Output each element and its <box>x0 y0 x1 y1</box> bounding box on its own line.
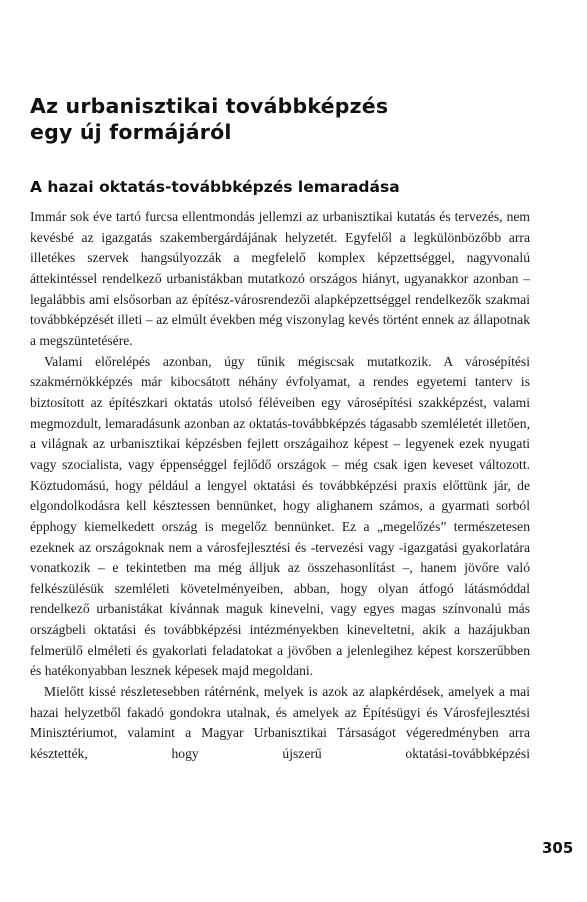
article-title-line-2: egy új formájáról <box>30 120 232 144</box>
paragraph-1: Immár sok éve tartó furcsa ellentmondás jellemzi az urbanisztikai kutatás és tervezés, nem kevésbé az igazgatás szakembergárdájának helyzetét. Egyfelől a legkülönbözőbb arra illetékes szervek hangsúlyozzák a megfelelő komplex képzettséggel, nagyvonalú áttekintéssel rendelkező urbanistákban mutatkozó országos hiányt, ugyanakkor azonban – legalábbis ami elsősorban az építész-városrendezői alapképzettséggel rendelkezők szakmai továbbképzését illeti – az elmúlt években még viszonylag kevés történt ennek az állapotnak a megszüntetésére. <box>30 209 530 348</box>
paragraph-3: Mielőtt kissé részletesebben rátérnénk, melyek is azok az alapkérdések, amelyek a mai hazai helyzetből fakadó gondokra utalnak, és amelyek az Építésügyi és Városfejlesztési Minisztériumot, valamint a Magyar Urbanisztikai Társaságot végeredményben arra késztették, hogy újszerű oktatási-továbbképzési <box>30 684 530 762</box>
section-heading: A hazai oktatás-továbbképzés lemaradása <box>30 178 400 196</box>
article-title-line-1: Az urbanisztikai továbbképzés <box>30 94 389 118</box>
article-title <box>30 93 550 145</box>
paragraph-2: Valami előrelépés azonban, úgy tűnik mégiscsak mutatkozik. A városépítési szakmérnökképzés már kibocsátott néhány évfolyamat, a rendes egyetemi tanterv is biztosított az építészkari oktatás utolsó féléveiben egy városépítési szakképzést, valami megmozdult, lemaradásunk azonban az oktatás-továbbképzés tágasabb szemléletét illetően, a világnak az urbanisztikai képzésben fejlett országaihoz képest – legyenek ezek nyugati vagy szocialista, vagy éppenséggel fejlődő országok – még csak igen keveset változott. Köztudomású, hogy például a lengyel oktatási és továbbképzési praxis előttünk jár, de elgondolkodásra kell késztessen bennünket, hogy alighanem számos, a gyarmati sorból épphogy kiemelkedett ország is megelőz bennünket. Ez a „megelőzés” természetesen ezeknek az országoknak nem a városfejlesztési és -tervezési vagy -igazgatási gyakorlatára vonatkozik – e tekintetben ma még álljuk az összehasonlítást –, hanem jövőre való felkészülésük szemléleti követelményeiben, abban, hogy olyan átfogó látásmóddal rendelkező urbanistákat kívánnak maguk kinevelni, vagy egyes magas színvonalú más országbeli oktatási és továbbképzési intézményekben kineveltetni, akik a hazájukban felmerülő elméleti és gyakorlati feladatokat a jövőben a jelenlegihez képest korszerűbben és hatékonyabban lesznek képesek majd megoldani. <box>30 353 530 679</box>
article-body <box>30 207 530 765</box>
page-number: 305 <box>542 839 574 857</box>
